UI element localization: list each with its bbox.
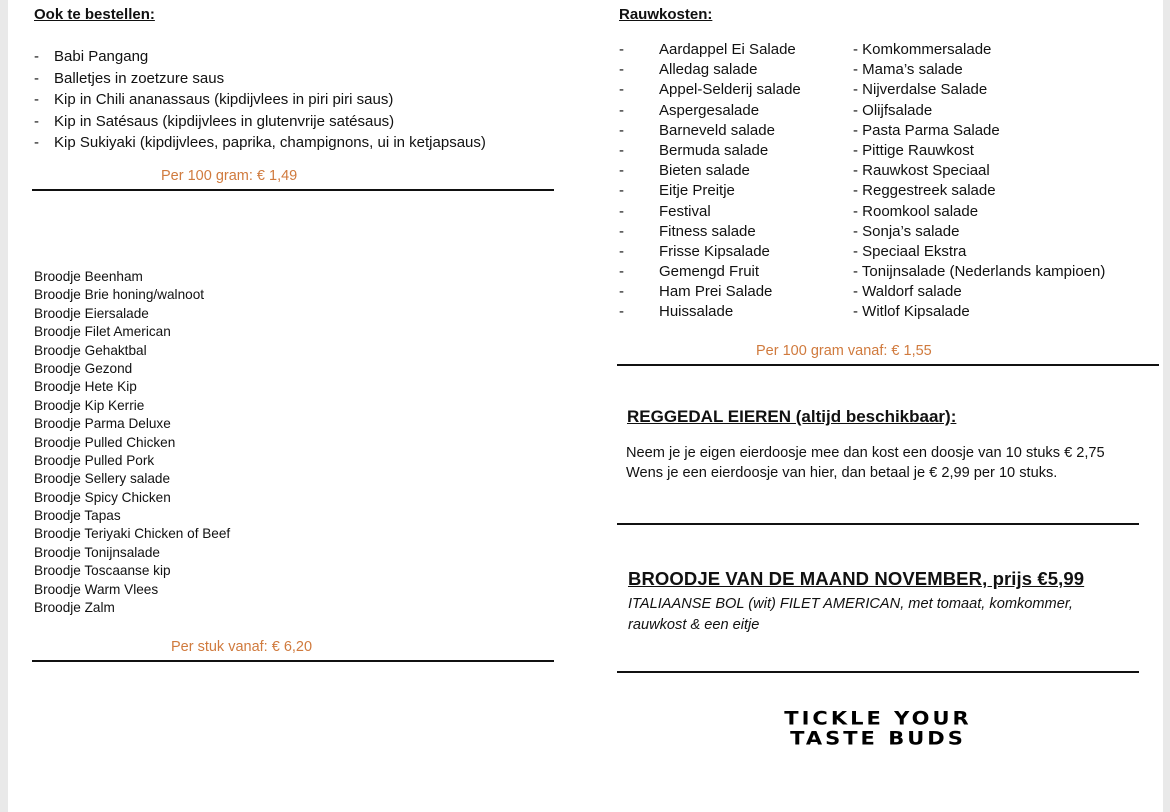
broodje-item: Broodje Pulled Chicken xyxy=(34,434,176,450)
ook-price: Per 100 gram: € 1,49 xyxy=(161,168,298,184)
rauwkost-item: - Barneveld salade xyxy=(619,121,849,141)
rauwkost-item: - Alledag salade xyxy=(619,60,849,80)
broodjes-price: Per stuk vanaf: € 6,20 xyxy=(171,639,313,655)
broodje-item: Broodje Spicy Chicken xyxy=(34,489,171,505)
rauwkost-item: - Komkommersalade xyxy=(853,41,992,58)
tickle-line-1: TICKLE YOUR xyxy=(784,707,972,729)
rauwkosten-price: Per 100 gram vanaf: € 1,55 xyxy=(756,343,932,359)
ook-heading: Ook te bestellen: xyxy=(34,6,155,23)
rauwkost-item: - Fitness salade xyxy=(619,222,849,242)
broodje-item: Broodje Zalm xyxy=(34,600,115,616)
rauwkost-item: - Festival xyxy=(619,202,849,222)
broodje-item: Broodje Tonijnsalade xyxy=(34,544,160,560)
rauwkosten-list-right xyxy=(853,40,1163,323)
rauwkost-item: - Roomkool salade xyxy=(853,202,979,220)
broodje-item: Broodje Pulled Pork xyxy=(34,452,155,468)
ook-list xyxy=(34,46,554,154)
divider xyxy=(32,189,554,191)
broodje-item: Broodje Gehaktbal xyxy=(34,342,147,358)
broodje-item: Broodje Kip Kerrie xyxy=(34,397,145,413)
tickle-slogan xyxy=(728,708,1028,748)
rauwkost-item: - Waldorf salade xyxy=(853,283,962,301)
rauwkost-item: - Bermuda salade xyxy=(619,141,849,161)
ook-item: - Babi Pangang xyxy=(34,46,554,68)
rauwkost-item: - Huissalade xyxy=(619,302,849,322)
rauwkost-item: - Reggestreek salade xyxy=(853,182,996,200)
eieren-line-2: Wens je een eierdoosje van hier, dan betaal je € 2,99 per 10 stuks. xyxy=(626,465,1058,481)
broodje-item: Broodje Brie honing/walnoot xyxy=(34,287,205,303)
rauwkost-item: - Witlof Kipsalade xyxy=(853,303,970,321)
rauwkost-item: - Rauwkost Speciaal xyxy=(853,162,990,180)
ook-item: - Kip Sukiyaki (kipdijvlees, paprika, champignons, ui in ketjapsaus) xyxy=(34,132,554,154)
rauwkost-item: - Aspergesalade xyxy=(619,101,849,121)
broodje-item: Broodje Parma Deluxe xyxy=(34,416,171,432)
rauwkost-item: - Mama’s salade xyxy=(853,61,963,79)
broodje-item: Broodje Warm Vlees xyxy=(34,581,159,597)
broodje-item: Broodje Sellery salade xyxy=(34,471,171,487)
rauwkost-item: - Aardappel Ei Salade xyxy=(619,40,849,60)
rauwkost-item: - Ham Prei Salade xyxy=(619,282,849,302)
rauwkost-item: - Pasta Parma Salade xyxy=(853,121,1000,139)
rauwkost-item: - Appel-Selderij salade xyxy=(619,80,849,100)
rauwkost-item: - Frisse Kipsalade xyxy=(619,242,849,262)
eieren-heading: REGGEDAL EIEREN (altijd beschikbaar): xyxy=(627,407,957,426)
divider xyxy=(32,660,554,662)
maand-desc-line-2: rauwkost & een eitje xyxy=(628,617,760,633)
rauwkost-item: - Gemengd Fruit xyxy=(619,262,849,282)
broodje-item: Broodje Hete Kip xyxy=(34,379,137,395)
broodje-item: Broodje Beenham xyxy=(34,269,143,284)
broodje-item: Broodje Filet American xyxy=(34,324,171,340)
rauwkosten-heading: Rauwkosten: xyxy=(619,6,713,23)
broodje-item: Broodje Toscaanse kip xyxy=(34,563,171,579)
maand-desc-line-1: ITALIAANSE BOL (wit) FILET AMERICAN, met tomaat, komkommer, xyxy=(628,596,1073,612)
rauwkost-item: - Bieten salade xyxy=(619,161,849,181)
ook-item: - Kip in Satésaus (kipdijvlees in glutenvrije satésaus) xyxy=(34,111,554,133)
rauwkost-item: - Olijfsalade xyxy=(853,101,933,119)
divider xyxy=(617,523,1139,525)
rauwkost-item: - Speciaal Ekstra xyxy=(853,242,967,260)
tickle-line-2: TASTE BUDS xyxy=(790,727,966,749)
ook-item: - Kip in Chili ananassaus (kipdijvlees in piri piri saus) xyxy=(34,89,554,111)
rauwkost-item: - Tonijnsalade (Nederlands kampioen) xyxy=(853,263,1106,281)
menu-page xyxy=(8,0,1163,812)
eieren-line-1: Neem je je eigen eierdoosje mee dan kost een doosje van 10 stuks € 2,75 xyxy=(626,445,1105,461)
rauwkost-item: - Sonja’s salade xyxy=(853,222,960,240)
broodje-item: Broodje Eiersalade xyxy=(34,305,149,321)
broodje-item: Broodje Teriyaki Chicken of Beef xyxy=(34,526,231,542)
maand-title: BROODJE VAN DE MAAND NOVEMBER, prijs €5,99 xyxy=(628,568,1085,589)
rauwkost-item: - Pittige Rauwkost xyxy=(853,141,974,159)
rauwkost-item: - Nijverdalse Salade xyxy=(853,81,988,99)
broodje-item: Broodje Tapas xyxy=(34,508,121,524)
divider xyxy=(617,364,1159,366)
broodje-item: Broodje Gezond xyxy=(34,360,133,376)
ook-item: - Balletjes in zoetzure saus xyxy=(34,68,554,90)
rauwkost-item: - Eitje Preitje xyxy=(619,181,849,201)
broodje-list xyxy=(34,268,434,617)
rauwkosten-list-left xyxy=(619,40,849,323)
divider xyxy=(617,671,1139,673)
